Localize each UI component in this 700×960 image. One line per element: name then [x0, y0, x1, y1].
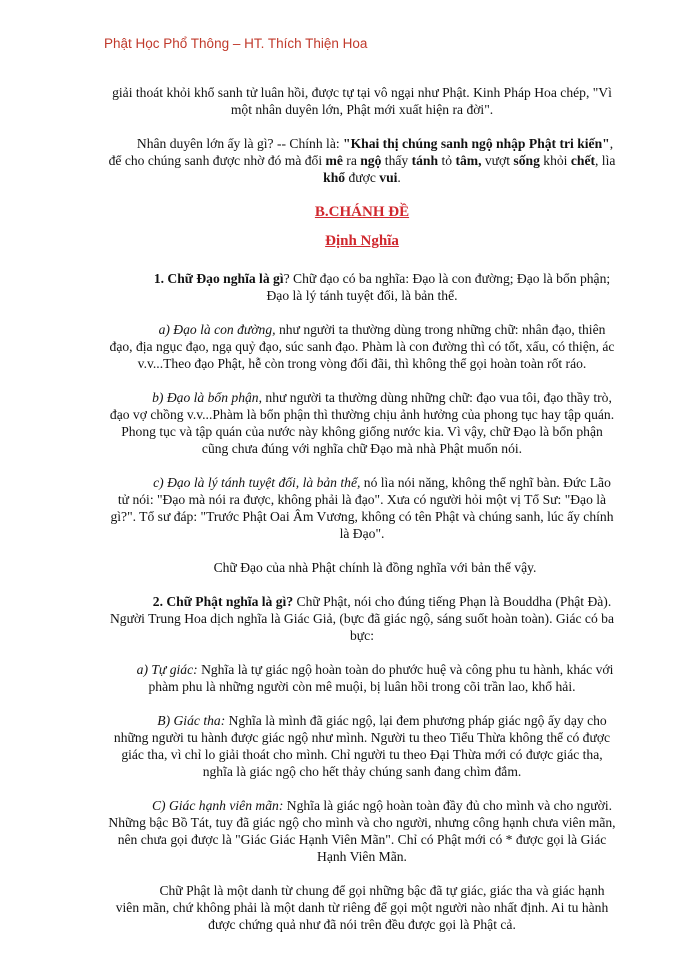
paragraph-dao-b: b) Đạo là bổn phận, như người ta thường dùng những chữ: đạo vua tôi, đạo thầy trò, đạo vợ chồng v.v...Phàm là bổn phận thì thường chịu ảnh hưởng của phong tục hay tập quán. Phong tục và tập quán của nước này không giống nước kia. Vì vậy, chữ Đạo là bổn phận cũng chưa đúng với nghĩa chữ Đạo mà nhà Phật muốn nói.: [109, 390, 615, 456]
paragraph-q2: 2. Chữ Phật nghĩa là gì? Chữ Phật, nói cho đúng tiếng Phạn là Bouddha (Phật Đà). Người Trung Hoa dịch nghĩa là Giác Giả, (bực đã giác ngộ, sáng suốt hoàn toàn). Giác có ba bực:: [109, 594, 614, 643]
section-heading: B.CHÁNH ĐỀ: [314, 204, 410, 220]
paragraph-giac-a: a) Tự giác: Nghĩa là tự giác ngộ hoàn toàn do phước huệ và công phu tu hành, khác với phàm phu là những người còn mê muội, bị luân hồi trong cõi trần lao, khổ hải.: [136, 662, 614, 694]
sub-heading: Định Nghĩa: [325, 233, 399, 249]
page-body: [108, 84, 616, 950]
paragraph-giac-b: B) Giác tha: Nghĩa là mình đã giác ngộ, lại đem phương pháp giác ngộ ấy dạy cho những người tu hành được giác ngộ như mình. Người tu theo Tiểu Thừa không thể có được giác tha, vì chỉ lo giải thoát cho mình. Chỉ người tu theo Đại Thừa mới có được giác tha, nghĩa là giác ngộ cho hết thảy chúng sanh đang chìm đắm.: [113, 713, 611, 779]
paragraph-dao-c: c) Đạo là lý tánh tuyệt đối, là bản thể, nó lìa nói năng, không thể nghĩ bàn. Đức Lão tử nói: "Đạo mà nói ra được, không phải là đạo". Xưa có người hỏi một vị Tổ Sư: "Đạo là gì?". Tổ sư đáp: "Trước Phật Oai Âm Vương, không có tên Phật và chúng sanh, lúc ấy chính là Đạo".: [110, 475, 614, 541]
paragraph-q1: 1. Chữ Đạo nghĩa là gì? Chữ đạo có ba nghĩa: Đạo là con đường; Đạo là bổn phận; Đạo là lý tánh tuyệt đối, là bản thể.: [153, 271, 611, 303]
paragraph-dao-summary: Chữ Đạo của nhà Phật chính là đồng nghĩa với bản thể vậy.: [213, 560, 537, 575]
document-header: Phật Học Phổ Thông – HT. Thích Thiện Hoa: [104, 36, 368, 51]
paragraph-nhan-duyen: Nhân duyên lớn ấy là gì? -- Chính là: "Khai thị chúng sanh ngộ nhập Phật tri kiến", để cho chúng sanh được nhờ đó mà đổi mê ra ngộ thấy tánh tỏ tâm, vượt sống khỏi chết, lìa khổ được vui.: [108, 136, 616, 185]
paragraph-dao-a: a) Đạo là con đường, như người ta thường dùng trong những chữ: nhân đạo, thiên đạo, địa ngục đạo, ngạ quỷ đạo, súc sanh đạo. Phàm là con đường thì có tốt, xấu, có thiện, ác v.v...Theo đạo Phật, hễ còn trong vòng đối đãi, thì không thể gọi hoàn toàn rốt ráo.: [109, 322, 615, 371]
paragraph-intro: giải thoát khỏi khổ sanh tử luân hồi, được tự tại vô ngại như Phật. Kinh Pháp Hoa chép, "Vì một nhân duyên lớn, Phật mới xuất hiện ra đời".: [112, 85, 612, 117]
paragraph-giac-c: C) Giác hạnh viên mãn: Nghĩa là giác ngộ hoàn toàn đầy đủ cho mình và cho người. Những bậc Bồ Tát, tuy đã giác ngộ cho mình và cho người, nhưng công hạnh chưa viên mãn, nên chưa gọi được là "Giác Giác Hạnh Viên Mãn". Chỉ có Phật mới có * được gọi là Giác Hạnh Viên Mãn.: [108, 798, 616, 864]
paragraph-final: Chữ Phật là một danh từ chung để gọi những bậc đã tự giác, giác tha và giác hạnh viên mãn, chứ không phải là một danh từ riêng để gọi một người nào nhất định. Ai tu hành được chứng quả như đã nói trên đều được gọi là Phật cả.: [115, 883, 609, 932]
